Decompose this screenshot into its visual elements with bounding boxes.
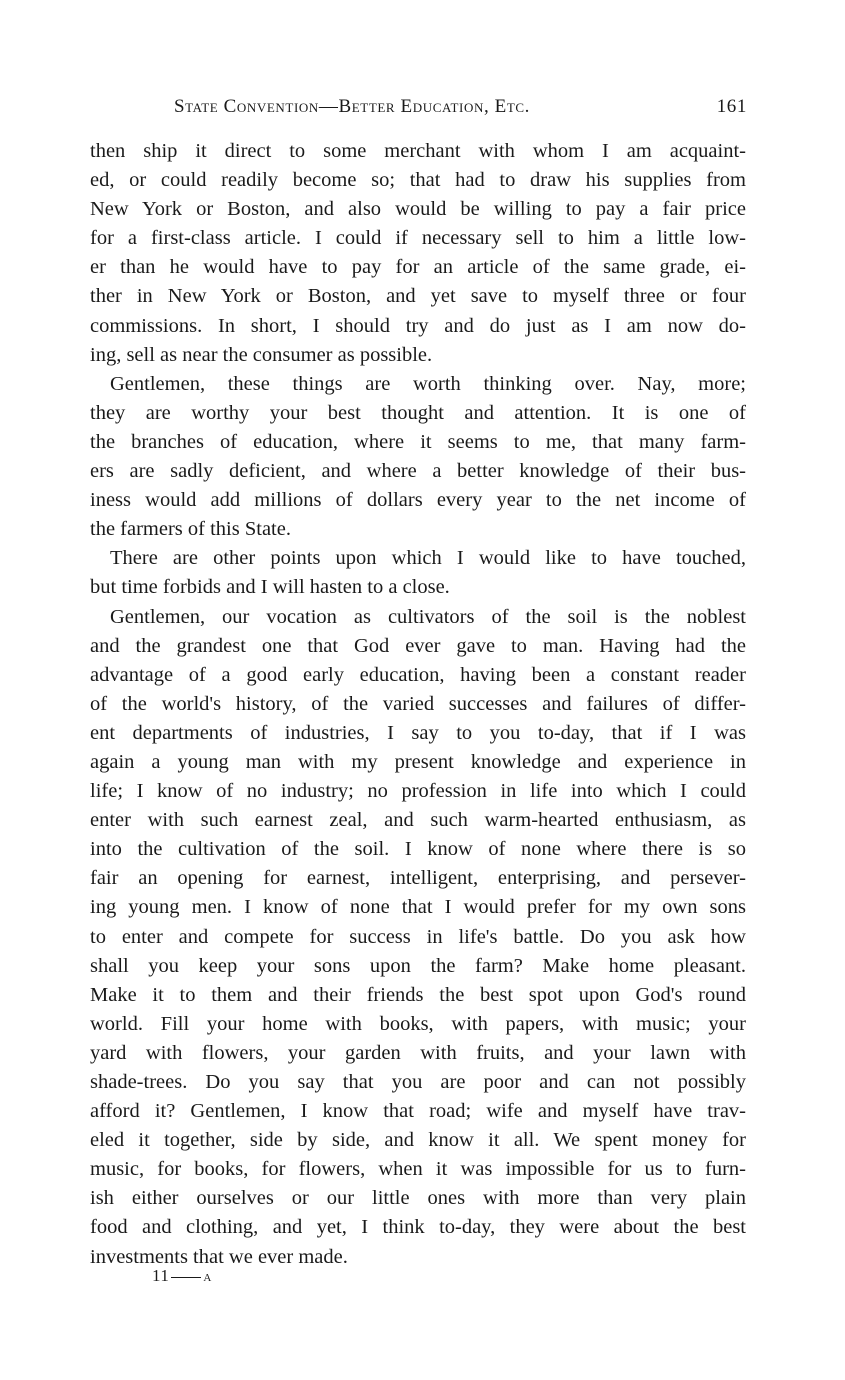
text-line: fair an opening for earnest, intelligent, enterprising, and persever- [90, 867, 746, 890]
text-line: music, for books, for flowers, when it was impossible for us to furn- [90, 1158, 746, 1181]
text-line: iness would add millions of dollars every year to the net income of [90, 489, 746, 512]
text-line: eled it together, side by side, and know it all. We spent money for [90, 1129, 746, 1152]
text-line: er than he would have to pay for an article of the same grade, ei- [90, 256, 746, 279]
signature-number: 11 [152, 1266, 170, 1285]
text-line: Gentlemen, our vocation as cultivators of the soil is the noblest [110, 605, 746, 628]
text-line: yard with flowers, your garden with fruits, and your lawn with [90, 1041, 746, 1064]
signature-dash [171, 1277, 201, 1278]
text-line: investments that we ever made. [90, 1245, 348, 1268]
text-line: ing young men. I know of none that I would prefer for my own sons [90, 896, 746, 919]
text-line: Gentlemen, these things are worth thinking over. Nay, more; [110, 372, 746, 395]
text-line: advantage of a good early education, having been a constant reader [90, 663, 746, 686]
text-line: New York or Boston, and also would be willing to pay a fair price [90, 198, 746, 221]
text-line: life; I know of no industry; no profession in life into which I could [90, 780, 746, 803]
text-line: ish either ourselves or our little ones with more than very plain [90, 1187, 746, 1210]
text-line: they are worthy your best thought and attention. It is one of [90, 401, 746, 424]
running-head-title: State Convention—Better Education, Etc. [174, 96, 531, 117]
body-text [90, 137, 746, 1272]
text-line: Make it to them and their friends the best spot upon God's round [90, 983, 746, 1006]
text-line: into the cultivation of the soil. I know of none where there is so [90, 838, 746, 861]
text-line: commissions. In short, I should try and do just as I am now do- [90, 314, 746, 337]
text-line: but time forbids and I will hasten to a close. [90, 576, 450, 599]
signature-letter: a [203, 1269, 212, 1285]
running-head [90, 96, 750, 126]
page-number: 161 [716, 96, 747, 117]
text-line: There are other points upon which I would like to have touched, [110, 547, 746, 570]
signature-mark [152, 1266, 212, 1286]
text-line: the branches of education, where it seems to me, that many farm- [90, 430, 746, 453]
text-line: again a young man with my present knowledge and experience in [90, 750, 746, 773]
text-line: enter with such earnest zeal, and such warm-hearted enthusiasm, as [90, 809, 746, 832]
text-line: shall you keep your sons upon the farm? Make home pleasant. [90, 954, 746, 977]
text-line: shade-trees. Do you say that you are poor and can not possibly [90, 1071, 746, 1093]
text-line: food and clothing, and yet, I think to-day, they were about the best [90, 1216, 746, 1239]
text-line: ed, or could readily become so; that had to draw his supplies from [90, 169, 746, 192]
text-line: for a first-class article. I could if necessary sell to him a little low- [90, 227, 746, 250]
text-line: to enter and compete for success in life's battle. Do you ask how [90, 925, 746, 948]
text-line: then ship it direct to some merchant with whom I am acquaint- [90, 140, 746, 162]
text-line: ing, sell as near the consumer as possible. [90, 343, 433, 366]
text-line: of the world's history, of the varied successes and failures of differ- [90, 692, 746, 715]
text-line: and the grandest one that God ever gave to man. Having had the [90, 634, 746, 657]
text-line: afford it? Gentlemen, I know that road; wife and myself have trav- [90, 1100, 746, 1123]
text-line: ers are sadly deficient, and where a better knowledge of their bus- [90, 460, 746, 483]
text-line: ther in New York or Boston, and yet save to myself three or four [90, 285, 746, 308]
text-line: ent departments of industries, I say to you to-day, that if I was [90, 721, 746, 744]
text-line: the farmers of this State. [90, 518, 291, 541]
text-line: world. Fill your home with books, with papers, with music; your [90, 1012, 746, 1035]
